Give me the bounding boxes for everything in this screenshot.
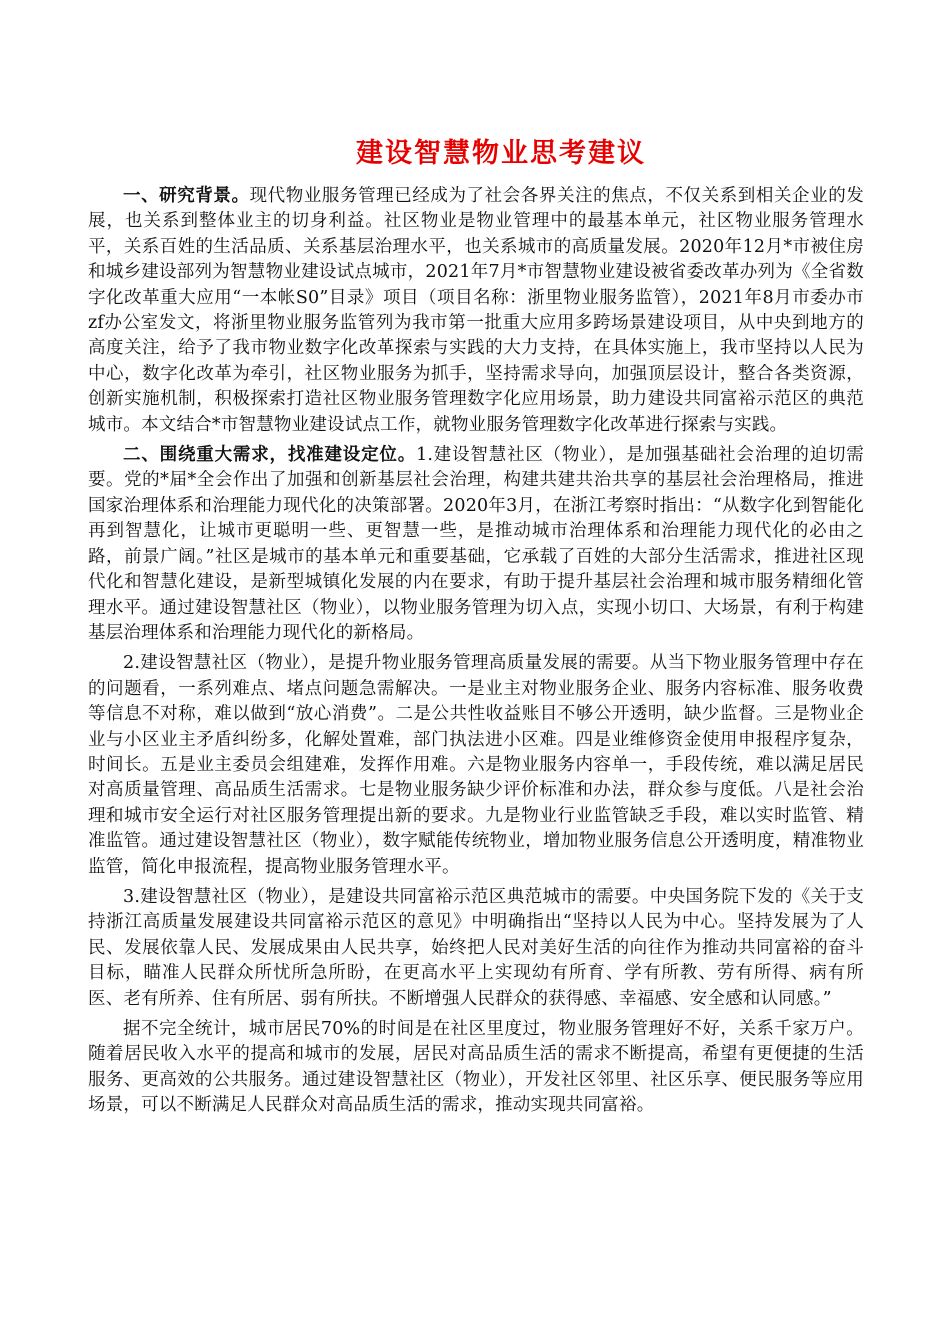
paragraph-text: 据不完全统计，城市居民70%的时间是在社区里度过，物业服务管理好不好，关系千家万户。随着居民收入水平的提高和城市的发展，居民对高品质生活的需求不断提高，希望有更便捷的生活服务、更高效的公共服务。通过建设智慧社区（物业），开发社区邻里、社区乐享、便民服务等应用场景，可以不断满足人民群众对高品质生活的需求，推动实现共同富裕。 [88,1019,864,1116]
section-heading-1: 一、研究背景。 [123,186,250,206]
paragraph-text: 1.建设智慧社区（物业），是加强基础社会治理的迫切需要。党的*届*全会作出了加强和创新基层社会治理，构建共建共治共享的基层社会治理格局，推进国家治理体系和治理能力现代化的决策部署。2020年3月，在浙江考察时指出：“从数字化到智能化再到智慧化，让城市更聪明一些、更智慧一些，是推动城市治理体系和治理能力现代化的必由之路，前景广阔。”社区是城市的基本单元和重要基础，它承载了百姓的大部分生活需求，推进社区现代化和智慧化建设，是新型城镇化发展的内在要求，有助于提升基层社会治理和城市服务精细化管理水平。通过建设智慧社区（物业），以物业服务管理为切入点，实现小切口、大场景，有利于构建基层治理体系和治理能力现代化的新格局。 [88,445,864,643]
paragraph-point-3 [88,885,864,1012]
paragraph-construction-positioning [88,443,864,646]
paragraph-statistics [88,1017,864,1119]
paragraph-text: 2.建设智慧社区（物业），是提升物业服务管理高质量发展的需要。从当下物业服务管理中存在的问题看，一系列难点、堵点问题急需解决。一是业主对物业服务企业、服务内容标准、服务收费等信息不对称，难以做到“放心消费”。二是公共性收益账目不够公开透明，缺少监督。三是物业企业与小区业主矛盾纠纷多，化解处置难，部门执法进小区难。四是业维修资金使用申报程序复杂，时间长。五是业主委员会组建难，发挥作用难。六是物业服务内容单一，手段传统，难以满足居民对高质量管理、高品质生活需求。七是物业服务缺少评价标准和办法，群众参与度低。八是社会治理和城市安全运行对社区服务管理提出新的要求。九是物业行业监管缺乏手段，难以实时监管、精准监管。通过建设智慧社区（物业），数字赋能传统物业，增加物业服务信息公开透明度，精准物业监管，简化申报流程，提高物业服务管理水平。 [88,653,864,877]
paragraph-point-2 [88,651,864,880]
paragraph-research-background [88,184,864,438]
document-title: 建设智慧物业思考建议 [356,138,646,169]
section-heading-2: 二、围绕重大需求，找准建设定位。 [123,445,417,466]
document-page [88,134,864,1124]
paragraph-text: 现代物业服务管理已经成为了社会各界关注的焦点，不仅关系到相关企业的发展，也关系到整体业主的切身利益。社区物业是物业管理中的最基本单元，社区物业服务管理水平，关系百姓的生活品质、关系基层治理水平，也关系城市的高质量发展。2020年12月*市被住房和城乡建设部列为智慧物业建设试点城市，2021年7月*市智慧物业建设被省委改革办列为《全省数字化改革重大应用“一本帐S0”目录》项目（项目名称：浙里物业服务监管），2021年8月市委办市zf办公室发文，将浙里物业服务监管列为我市第一批重大应用多跨场景建设项目，从中央到地方的高度关注，给予了我市物业数字化改革探索与实践的大力支持，在具体实施上，我市坚持以人民为中心，数字化改革为牵引，社区物业服务为抓手，坚持需求导向，加强顶层设计，整合各类资源，创新实施机制，积极探索打造社区物业服务管理数字化应用场景，助力建设共同富裕示范区的典范城市。本文结合*市智慧物业建设试点工作，就物业服务管理数字化改革进行探索与实践。 [88,186,864,435]
paragraph-text: 3.建设智慧社区（物业），是建设共同富裕示范区典范城市的需要。中央国务院下发的《关于支持浙江高质量发展建设共同富裕示范区的意见》中明确指出“坚持以人民为中心。坚持发展为了人民、发展依靠人民、发展成果由人民共享，始终把人民对美好生活的向往作为推动共同富裕的奋斗目标，瞄准人民群众所忧所急所盼，在更高水平上实现幼有所育、学有所教、劳有所得、病有所医、老有所养、住有所居、弱有所扶。不断增强人民群众的获得感、幸福感、安全感和认同感。” [88,886,864,1009]
